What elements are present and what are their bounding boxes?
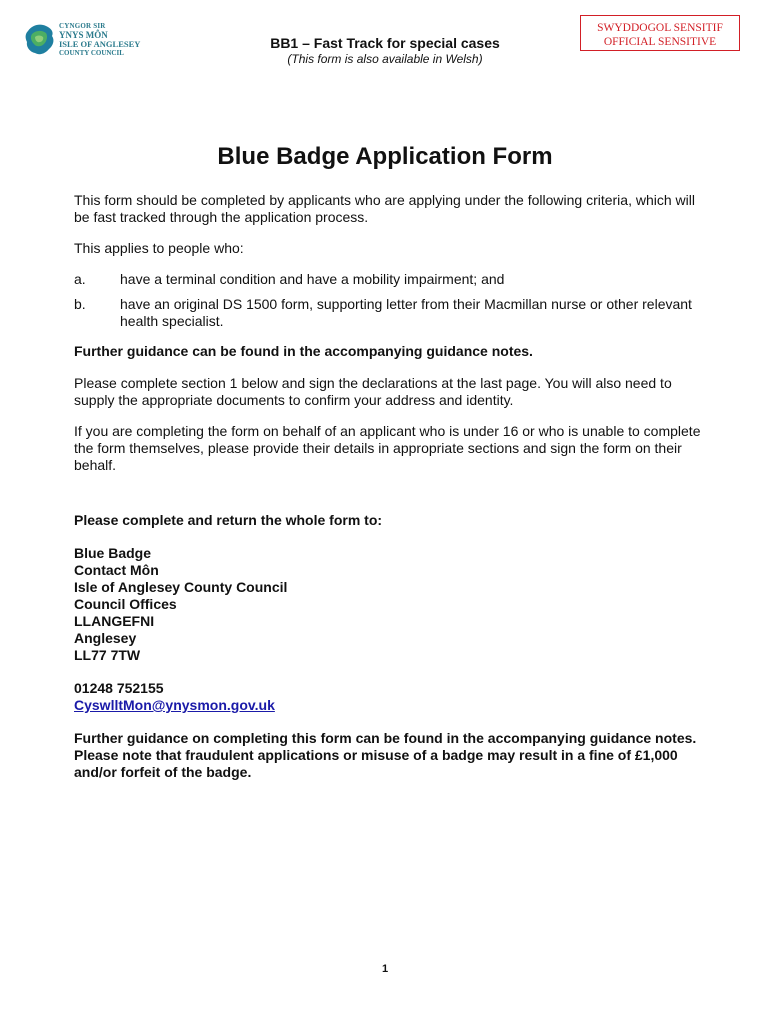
address-line: Isle of Anglesey County Council [74,579,288,595]
behalf-instructions: If you are completing the form on behalf of an applicant who is under 16 or who is unable to complete the form themselves, please provide their details in appropriate sections and sign the form on their behalf. [74,423,701,473]
address-line: LLANGEFNI [74,613,155,629]
header-title: BB1 – Fast Track for special cases [270,35,500,51]
guidance-note: Further guidance can be found in the accompanying guidance notes. [74,343,533,359]
address-line: Contact Môn [74,562,159,578]
classification-box [580,15,740,51]
criteria-item-a: have a terminal condition and have a mobility impairment; and [120,271,505,287]
footer-note: Further guidance on completing this form can be found in the accompanying guidance notes. Please note that fraudulent applications or misuse of a badge may result in a fine of £1,000 and/or forfeit of the badge. [74,730,697,780]
page-number: 1 [381,963,389,975]
criteria-marker-b: b. [74,296,86,312]
page-title: Blue Badge Application Form [217,143,553,170]
applies-to-text: This applies to people who: [74,240,244,256]
address-line: Blue Badge [74,545,152,561]
intro-paragraph: This form should be completed by applicants who are applying under the following criteria, which will be fast tracked through the application process. [74,192,695,225]
logo-line-4: COUNTY COUNCIL [59,49,124,57]
return-heading: Please complete and return the whole form to: [74,512,383,528]
address-line: Council Offices [74,596,177,612]
email-link[interactable]: CyswlltMon@ynysmon.gov.uk [74,697,275,713]
email-link-wrapper [74,697,275,714]
criteria-marker-a: a. [74,271,86,287]
logo-line-3: ISLE OF ANGLESEY [59,39,141,49]
address-line: Anglesey [74,630,137,646]
phone-number: 01248 752155 [74,680,164,696]
classification-english: OFFICIAL SENSITIVE [603,36,717,48]
address-line: LL77 7TW [74,647,141,663]
criteria-item-b: have an original DS 1500 form, supporting letter from their Macmillan nurse or other relevant health specialist. [120,296,692,329]
classification-welsh: SWYDDOGOL SENSITIF [597,22,723,34]
logo-line-2: YNYS MÔN [59,30,108,40]
logo-line-1: CYNGOR SIR [59,22,106,30]
section1-instructions: Please complete section 1 below and sign the declarations at the last page. You will also need to supply the appropriate documents to confirm your address and identity. [74,375,672,408]
header-subtitle: (This form is also available in Welsh) [287,52,483,66]
